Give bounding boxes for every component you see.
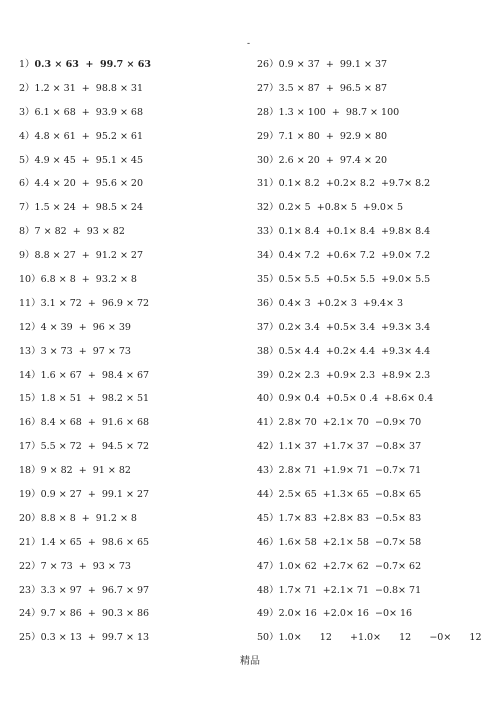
problem-number: 35）: [257, 274, 279, 286]
problem-number: 7）: [19, 202, 35, 214]
problem-number: 4）: [19, 130, 35, 142]
problem-expression: 0.3 × 13 + 99.7 × 13: [40, 632, 150, 644]
problem-row: [257, 364, 500, 388]
problem-row: [19, 579, 244, 603]
problem-expression: 4.8 × 61 + 95.2 × 61: [34, 130, 144, 142]
problem-number: 38）: [257, 345, 279, 357]
problem-row: [257, 149, 500, 173]
problem-row: [19, 387, 244, 411]
problem-expression: 1.6× 58 +2.1× 58 −0.7× 58: [278, 536, 422, 548]
problem-row: [19, 196, 244, 220]
problem-expression: 8.8 × 27 + 91.2 × 27: [34, 250, 144, 262]
problem-expression: 4 × 39 + 96 × 39: [40, 321, 131, 333]
problem-row: [257, 340, 500, 364]
problem-expression: 2.8× 70 +2.1× 70 −0.9× 70: [278, 417, 422, 429]
problem-row: [257, 459, 500, 483]
problem-number: 9）: [19, 250, 35, 262]
problem-number: 19）: [19, 489, 41, 501]
problem-expression: 9 × 82 + 91 × 82: [40, 465, 131, 477]
problem-number: 28）: [257, 106, 279, 118]
problem-expression: 4.9 × 45 + 95.1 × 45: [34, 154, 144, 166]
problem-expression: 3.3 × 97 + 96.7 × 97: [40, 584, 150, 596]
problem-row: [19, 435, 244, 459]
problem-row: [19, 77, 244, 101]
problem-row: [19, 531, 244, 555]
problem-number: 23）: [19, 584, 41, 596]
problem-number: 18）: [19, 465, 41, 477]
problem-row: [257, 268, 500, 292]
problem-row: [19, 602, 244, 626]
problem-row: [19, 340, 244, 364]
problem-number: 27）: [257, 82, 279, 94]
problem-row: [257, 411, 500, 435]
problem-number: 25）: [19, 632, 41, 644]
problem-expression: 0.2× 3.4 +0.5× 3.4 +9.3× 3.4: [278, 321, 431, 333]
problem-number: 16）: [19, 417, 41, 429]
problem-number: 34）: [257, 250, 279, 262]
problem-expression: 0.5× 5.5 +0.5× 5.5 +9.0× 5.5: [278, 274, 431, 286]
problem-row: [19, 555, 244, 579]
problem-expression: 1.8 × 51 + 98.2 × 51: [40, 393, 150, 405]
problem-number: 22）: [19, 560, 41, 572]
problem-row: [19, 53, 244, 77]
problem-row: [19, 101, 244, 125]
problem-row: [257, 101, 500, 125]
problem-number: 48）: [257, 584, 279, 596]
problem-number: 15）: [19, 393, 41, 405]
problem-number: 11）: [19, 297, 41, 309]
problem-expression: 7 × 82 + 93 × 82: [34, 226, 125, 238]
problem-row: [257, 507, 500, 531]
problem-row: [257, 626, 500, 650]
problem-row: [19, 507, 244, 531]
problem-expression: 1.0× 62 +2.7× 62 −0.7× 62: [278, 560, 422, 572]
problem-row: [257, 172, 500, 196]
footer-text: 精品: [240, 656, 260, 667]
problem-number: 6）: [19, 178, 35, 190]
problem-expression: 8.4 × 68 + 91.6 × 68: [40, 417, 150, 429]
problem-expression: 7.1 × 80 + 92.9 × 80: [278, 130, 388, 142]
problem-row: [257, 220, 500, 244]
problem-number: 10）: [19, 274, 41, 286]
problem-number: 24）: [19, 608, 41, 620]
problem-number: 21）: [19, 536, 41, 548]
problem-expression: 1.7× 83 +2.8× 83 −0.5× 83: [278, 512, 422, 524]
problem-expression: 2.8× 71 +1.9× 71 −0.7× 71: [278, 465, 422, 477]
problem-row: [257, 196, 500, 220]
problem-row: [19, 172, 244, 196]
problem-row: [257, 579, 500, 603]
problem-expression: 1.7× 71 +2.1× 71 −0.8× 71: [278, 584, 422, 596]
problem-number: 2）: [19, 82, 35, 94]
problem-expression: 9.7 × 86 + 90.3 × 86: [40, 608, 150, 620]
problem-number: 42）: [257, 441, 279, 453]
problem-row: [257, 483, 500, 507]
problem-number: 13）: [19, 345, 41, 357]
problem-expression: 6.8 × 8 + 93.2 × 8: [40, 274, 137, 286]
problem-expression: 0.1× 8.4 +0.1× 8.4 +9.8× 8.4: [278, 226, 431, 238]
problem-number: 3）: [19, 106, 35, 118]
problem-number: 46）: [257, 536, 279, 548]
problem-expression: 2.5× 65 +1.3× 65 −0.8× 65: [278, 489, 422, 501]
problem-number: 41）: [257, 417, 279, 429]
problem-expression: 2.0× 16 +2.0× 16 −0× 16: [278, 608, 413, 620]
problem-expression: 3.5 × 87 + 96.5 × 87: [278, 82, 388, 94]
problem-row: [19, 411, 244, 435]
problem-row: [19, 244, 244, 268]
problem-expression: 1.1× 37 +1.7× 37 −0.8× 37: [278, 441, 422, 453]
problem-row: [257, 125, 500, 149]
problem-expression: 0.1× 8.2 +0.2× 8.2 +9.7× 8.2: [278, 178, 431, 190]
problem-expression: 7 × 73 + 93 × 73: [40, 560, 131, 572]
problem-expression: 2.6 × 20 + 97.4 × 20: [278, 154, 388, 166]
problem-expression: 8.8 × 8 + 91.2 × 8: [40, 512, 137, 524]
problem-expression: 0.2× 5 +0.8× 5 +9.0× 5: [278, 202, 403, 214]
problem-expression: 0.3 × 63 + 99.7 × 63: [34, 59, 151, 70]
problem-number: 33）: [257, 226, 279, 238]
problem-column-right: [257, 53, 500, 650]
problem-number: 39）: [257, 369, 279, 381]
problem-expression: 0.4× 3 +0.2× 3 +9.4× 3: [278, 297, 403, 309]
problem-row: [257, 435, 500, 459]
problem-number: 5）: [19, 154, 35, 166]
problem-number: 32）: [257, 202, 279, 214]
problem-row: [257, 555, 500, 579]
problem-expression: 0.4× 7.2 +0.6× 7.2 +9.0× 7.2: [278, 250, 431, 262]
problem-expression: 1.3 × 100 + 98.7 × 100: [278, 106, 400, 118]
problem-expression: 3.1 × 72 + 96.9 × 72: [40, 297, 150, 309]
problem-expression: 0.9× 0.4 +0.5× 0 .4 +8.6× 0.4: [278, 393, 434, 405]
problem-number: 14）: [19, 369, 41, 381]
problem-expression: 4.4 × 20 + 95.6 × 20: [34, 178, 144, 190]
problem-expression: 1.6 × 67 + 98.4 × 67: [40, 369, 150, 381]
problem-expression: 0.9 × 27 + 99.1 × 27: [40, 489, 150, 501]
problem-expression: 1.2 × 31 + 98.8 × 31: [34, 82, 144, 94]
problem-row: [19, 626, 244, 650]
problem-row: [257, 53, 500, 77]
problem-number: 1）: [19, 59, 35, 70]
problem-expression: 0.9 × 37 + 99.1 × 37: [278, 59, 388, 70]
problem-number: 12）: [19, 321, 41, 333]
problem-number: 31）: [257, 178, 279, 190]
problem-number: 29）: [257, 130, 279, 142]
problem-expression: 0.5× 4.4 +0.2× 4.4 +9.3× 4.4: [278, 345, 431, 357]
problem-row: [19, 459, 244, 483]
problem-row: [19, 220, 244, 244]
problem-row: [19, 125, 244, 149]
problem-row: [257, 531, 500, 555]
problem-number: 43）: [257, 465, 279, 477]
problem-number: 49）: [257, 608, 279, 620]
problem-row: [19, 364, 244, 388]
problem-expression: 1.5 × 24 + 98.5 × 24: [34, 202, 144, 214]
problem-row: [257, 602, 500, 626]
problem-number: 30）: [257, 154, 279, 166]
problem-column-left: [19, 53, 244, 650]
problem-row: [19, 316, 244, 340]
problem-row: [257, 387, 500, 411]
problem-number: 45）: [257, 512, 279, 524]
header-mark: -: [247, 39, 251, 49]
problem-number: 47）: [257, 560, 279, 572]
problem-number: 36）: [257, 297, 279, 309]
problem-number: 20）: [19, 512, 41, 524]
problem-row: [257, 244, 500, 268]
problem-row: [19, 483, 244, 507]
problem-number: 26）: [257, 59, 279, 70]
problem-row: [257, 77, 500, 101]
problem-number: 40）: [257, 393, 279, 405]
problem-row: [257, 316, 500, 340]
problem-row: [257, 292, 500, 316]
problem-expression: 1.4 × 65 + 98.6 × 65: [40, 536, 150, 548]
problem-row: [19, 268, 244, 292]
problem-number: 8）: [19, 226, 35, 238]
problem-number: 44）: [257, 489, 279, 501]
problem-expression: 6.1 × 68 + 93.9 × 68: [34, 106, 144, 118]
problem-expression: 1.0× 12 +1.0× 12 −0× 12: [278, 632, 482, 644]
problem-number: 50）: [257, 632, 279, 644]
problem-row: [19, 292, 244, 316]
problem-expression: 5.5 × 72 + 94.5 × 72: [40, 441, 150, 453]
problem-number: 37）: [257, 321, 279, 333]
problem-row: [19, 149, 244, 173]
problem-number: 17）: [19, 441, 41, 453]
problem-expression: 3 × 73 + 97 × 73: [40, 345, 131, 357]
problem-expression: 0.2× 2.3 +0.9× 2.3 +8.9× 2.3: [278, 369, 431, 381]
